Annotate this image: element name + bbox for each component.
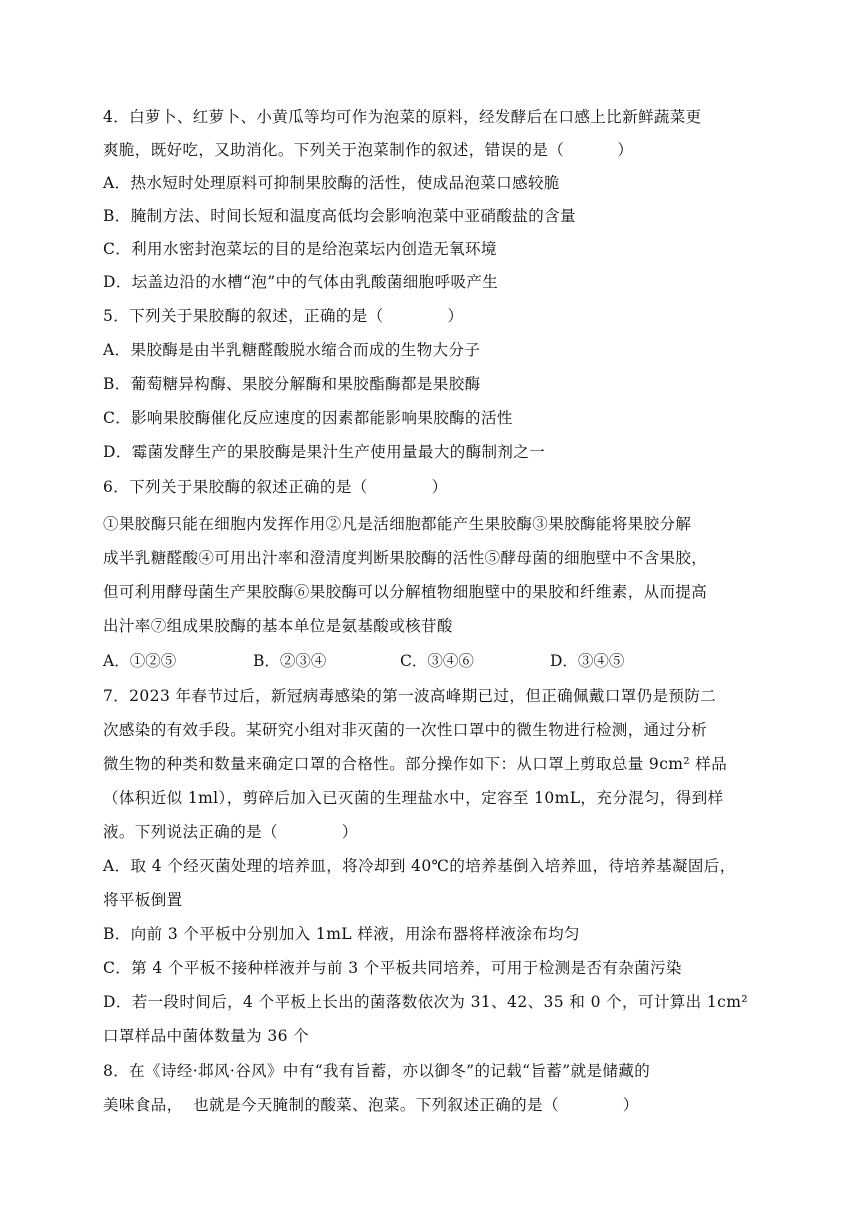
q4-option-d: D．坛盖边沿的水槽“泡”中的气体由乳酸菌细胞呼吸产生 bbox=[103, 273, 499, 291]
q6-option-d: D．③④⑤ bbox=[550, 652, 625, 670]
q4-stem-line-2: 爽脆，既好吃，又助消化。下列关于泡菜制作的叙述，错误的是（ ） bbox=[103, 141, 634, 159]
q6-option-b: B．②③④ bbox=[253, 652, 327, 670]
q7-option-d-line-1: D．若一段时间后，4 个平板上长出的菌落数依次为 31、42、35 和 0 个，可计算出 1cm² bbox=[103, 993, 748, 1011]
q7-stem-line-2: 次感染的有效手段。某研究小组对非灭菌的一次性口罩中的微生物进行检测，通过分析 bbox=[103, 721, 708, 739]
q4-option-a: A．热水短时处理原料可抑制果胶酶的活性，使成品泡菜口感较脆 bbox=[103, 174, 560, 192]
q7-stem-line-1: 7．2023 年春节过后，新冠病毒感染的第一波高峰期已过，但正确佩戴口罩仍是预防二 bbox=[103, 687, 717, 705]
q6-statements-line-3: 但可利用酵母菌生产果胶酶⑥果胶酶可以分解植物细胞壁中的果胶和纤维素，从而提高 bbox=[103, 583, 708, 601]
q7-option-a-line-2: 将平板倒置 bbox=[103, 891, 183, 909]
q7-option-a-line-1: A．取 4 个经灭菌处理的培养皿，将冷却到 40℃的培养基倒入培养皿，待培养基凝固后， bbox=[103, 857, 736, 875]
q5-option-d: D．霉菌发酵生产的果胶酶是果汁生产使用量最大的酶制剂之一 bbox=[103, 443, 546, 461]
q7-option-c: C．第 4 个平板不接种样液并与前 3 个平板共同培养，可用于检测是否有杂菌污染 bbox=[103, 959, 682, 977]
q6-statements-line-4: 出汁率⑦组成果胶酶的基本单位是氨基酸或核苷酸 bbox=[103, 617, 453, 635]
q8-stem-line-1: 8．在《诗经·邶风·谷风》中有“我有旨蓄，亦以御冬”的记载“旨蓄”就是储藏的 bbox=[103, 1062, 651, 1080]
q7-stem-line-5: 液。下列说法正确的是（ ） bbox=[103, 823, 358, 841]
q6-stem: 6．下列关于果胶酶的叙述正确的是（ ） bbox=[103, 478, 448, 496]
q6-options-row bbox=[103, 648, 783, 674]
q6-option-c: C．③④⑥ bbox=[400, 652, 474, 670]
q6-statements-line-2: 成半乳糖醛酸④可用出汁率和澄清度判断果胶酶的活性⑤酵母菌的细胞壁中不含果胶， bbox=[103, 549, 708, 567]
q7-stem-line-4: （体积近似 1ml），剪碎后加入已灭菌的生理盐水中，定容至 10mL，充分混匀，得到样 bbox=[103, 789, 724, 807]
q8-stem-line-2: 美味食品， 也就是今天腌制的酸菜、泡菜。下列叙述正确的是（ ） bbox=[103, 1096, 639, 1114]
q5-stem: 5．下列关于果胶酶的叙述，正确的是（ ） bbox=[103, 307, 464, 325]
q7-stem-line-3: 微生物的种类和数量来确定口罩的合格性。部分操作如下：从口罩上剪取总量 9cm² 样品 bbox=[103, 755, 728, 773]
q7-option-b: B．向前 3 个平板中分别加入 1mL 样液，用涂布器将样液涂布均匀 bbox=[103, 925, 580, 943]
q5-option-a: A．果胶酶是由半乳糖醛酸脱水缩合而成的生物大分子 bbox=[103, 341, 481, 359]
q6-option-a: A．①②⑤ bbox=[103, 652, 177, 670]
q5-option-b: B．葡萄糖异构酶、果胶分解酶和果胶酯酶都是果胶酶 bbox=[103, 375, 481, 393]
q7-option-d-line-2: 口罩样品中菌体数量为 36 个 bbox=[103, 1027, 310, 1045]
q4-option-b: B．腌制方法、时间长短和温度高低均会影响泡菜中亚硝酸盐的含量 bbox=[103, 207, 576, 225]
q4-stem-line-1: 4．白萝卜、红萝卜、小黄瓜等均可作为泡菜的原料，经发酵后在口感上比新鲜蔬菜更 bbox=[103, 108, 702, 126]
q6-statements-line-1: ①果胶酶只能在细胞内发挥作用②凡是活细胞都能产生果胶酶③果胶酶能将果胶分解 bbox=[103, 515, 692, 533]
q5-option-c: C．影响果胶酶催化反应速度的因素都能影响果胶酶的活性 bbox=[103, 409, 513, 427]
q4-option-c: C．利用水密封泡菜坛的目的是给泡菜坛内创造无氧环境 bbox=[103, 240, 497, 258]
